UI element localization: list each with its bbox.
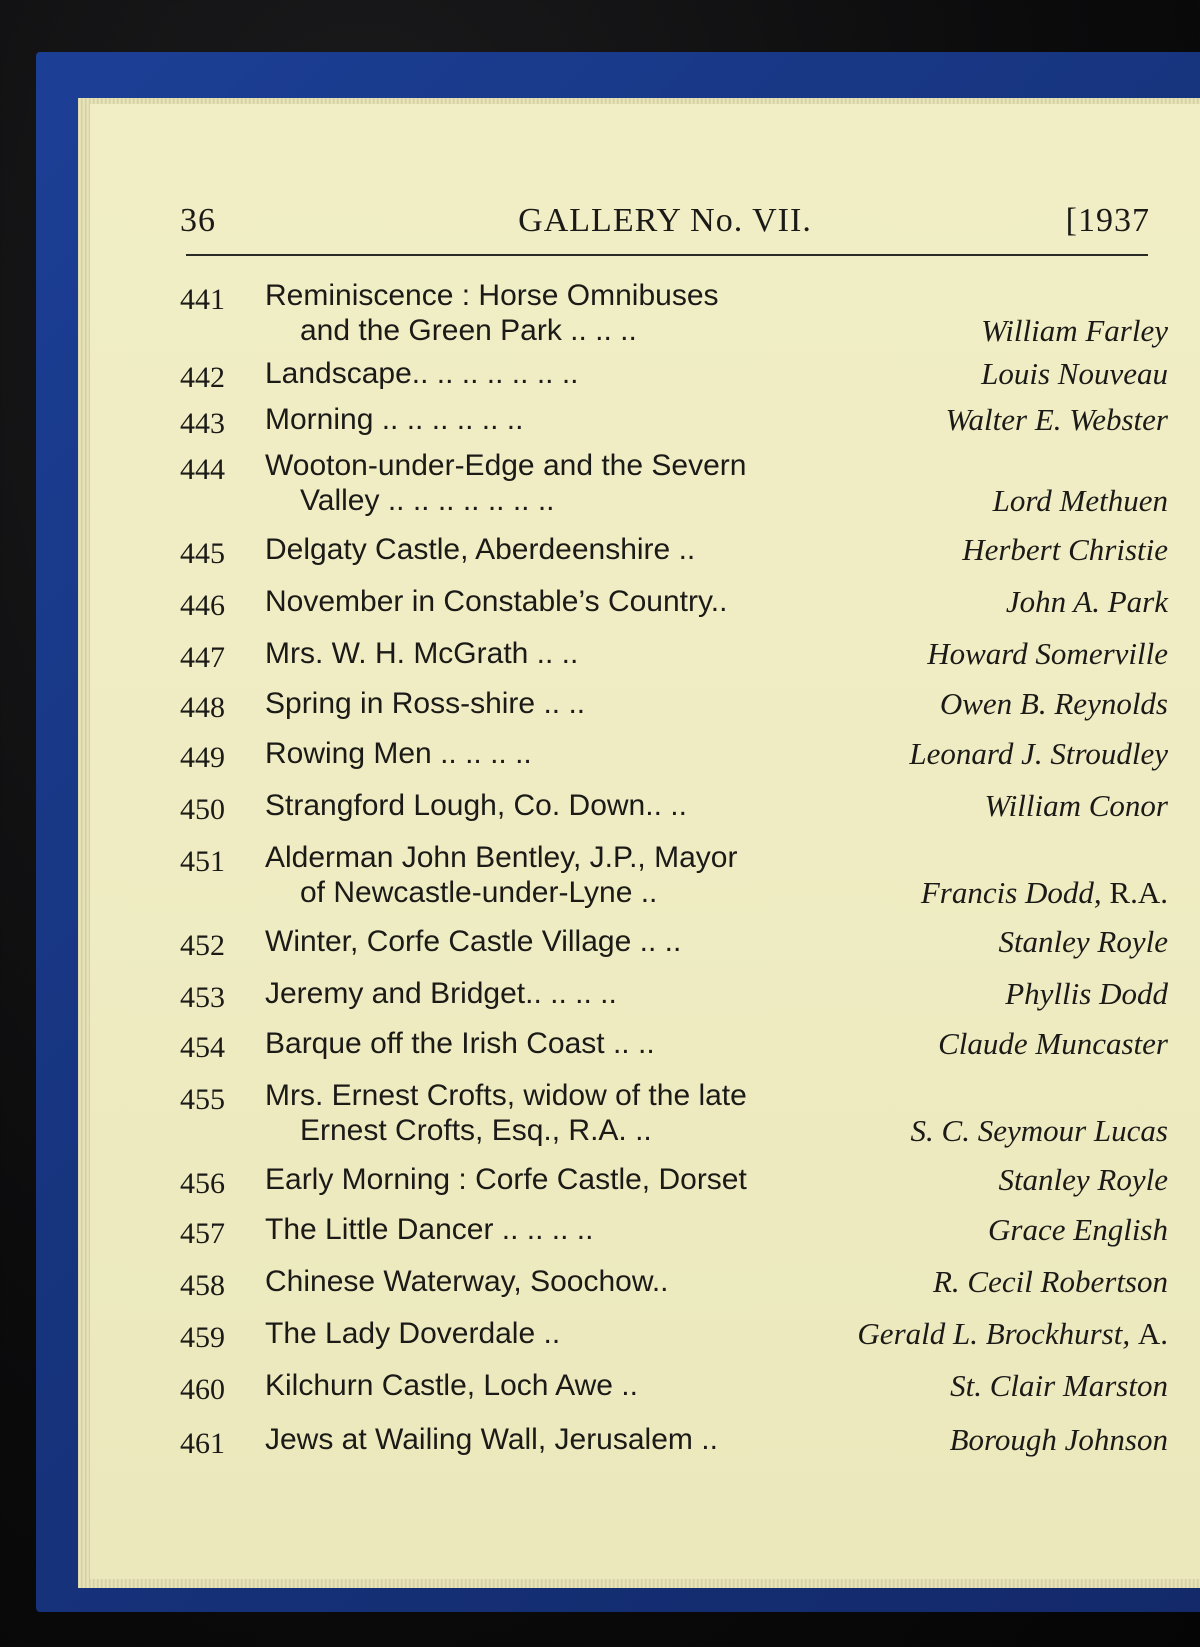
- entry-title: Winter, Corfe Castle Village .. ..: [265, 925, 682, 958]
- entry-title: Barque off the Irish Coast .. ..: [265, 1027, 655, 1060]
- page-header: [180, 192, 1150, 252]
- artist-name: Herbert Christie: [962, 532, 1168, 567]
- catalogue-entry: [180, 789, 1168, 827]
- entry-artist: [962, 533, 1168, 567]
- entry-number: 447: [180, 641, 225, 674]
- catalogue-entry: [180, 687, 1168, 725]
- artist-name: Grace English: [988, 1212, 1168, 1247]
- artist-name: Gerald L. Brockhurst,: [857, 1316, 1138, 1351]
- artist-name: Leonard J. Stroudley: [909, 736, 1168, 771]
- entry-artist: [950, 1423, 1168, 1457]
- catalogue-entry: [180, 841, 1168, 913]
- entry-artist: [985, 789, 1168, 823]
- catalogue-entry: [180, 1163, 1168, 1201]
- entry-number: 445: [180, 537, 225, 570]
- entry-title: Kilchurn Castle, Loch Awe ..: [265, 1369, 638, 1402]
- entry-title-continued: and the Green Park .. .. ..: [300, 314, 637, 347]
- entry-number: 449: [180, 741, 225, 774]
- entry-artist: [909, 737, 1168, 771]
- entry-title-continued: of Newcastle-under-Lyne ..: [300, 876, 658, 909]
- catalogue-entry: [180, 1423, 1168, 1461]
- entry-title: Delgaty Castle, Aberdeenshire ..: [265, 533, 696, 566]
- artist-name: Owen B. Reynolds: [939, 686, 1168, 721]
- entry-artist: [940, 687, 1168, 721]
- artist-name: St. Clair Marston: [950, 1368, 1168, 1403]
- entry-artist: [921, 876, 1168, 910]
- entry-artist: [857, 1317, 1168, 1351]
- entry-artist: [911, 1114, 1168, 1148]
- entry-number: 441: [180, 283, 225, 316]
- artist-name: William Farley: [981, 313, 1168, 348]
- entry-artist: [981, 314, 1168, 348]
- entry-artist: [933, 1265, 1168, 1299]
- year-marker: [1937: [1065, 202, 1150, 239]
- entry-artist: [988, 1213, 1168, 1247]
- entry-artist: [998, 925, 1168, 959]
- entry-number: 456: [180, 1167, 225, 1200]
- entry-number: 455: [180, 1083, 225, 1116]
- artist-honour: R.A.: [1109, 875, 1168, 910]
- entry-title: Strangford Lough, Co. Down.. ..: [265, 789, 687, 822]
- entry-artist: [927, 637, 1168, 671]
- artist-name: Howard Somerville: [927, 636, 1168, 671]
- artist-name: Claude Muncaster: [938, 1026, 1168, 1061]
- catalogue-entry: [180, 925, 1168, 963]
- catalogue-page: [90, 104, 1200, 1579]
- entry-title: Chinese Waterway, Soochow..: [265, 1265, 669, 1298]
- artist-name: Phyllis Dodd: [1005, 976, 1168, 1011]
- entry-number: 460: [180, 1373, 225, 1406]
- entry-title: Morning .. .. .. .. .. ..: [265, 403, 524, 436]
- entry-title: Landscape.. .. .. .. .. .. ..: [265, 357, 579, 390]
- catalogue-entry: [180, 1317, 1168, 1355]
- artist-name: John A. Park: [1005, 584, 1168, 619]
- artist-name: S. C. Seymour Lucas: [910, 1113, 1168, 1148]
- entry-title: Alderman John Bentley, J.P., Mayor: [265, 841, 738, 874]
- catalogue-entry: [180, 1265, 1168, 1303]
- catalogue-entry: [180, 1079, 1168, 1151]
- artist-name: Walter E. Webster: [945, 402, 1168, 437]
- artist-honour: A.: [1137, 1316, 1168, 1351]
- entry-title-continued: Ernest Crofts, Esq., R.A. ..: [300, 1114, 652, 1147]
- catalogue-entry: [180, 357, 1168, 395]
- entry-title-continued: Valley .. .. .. .. .. .. ..: [300, 484, 555, 517]
- gallery-title: GALLERY No. VII.: [518, 202, 812, 239]
- entry-number: 444: [180, 453, 225, 486]
- artist-name: Lord Methuen: [992, 483, 1168, 518]
- entry-artist: [950, 1369, 1168, 1403]
- catalogue-entry: [180, 533, 1168, 571]
- entry-artist: [998, 1163, 1168, 1197]
- header-rule: [186, 254, 1148, 256]
- catalogue-entry: [180, 585, 1168, 623]
- catalogue-entry: [180, 1369, 1168, 1407]
- entry-artist: [938, 1027, 1168, 1061]
- entry-title: The Little Dancer .. .. .. ..: [265, 1213, 594, 1246]
- artist-name: William Conor: [984, 788, 1168, 823]
- entry-artist: [981, 357, 1168, 391]
- entry-number: 452: [180, 929, 225, 962]
- catalogue-entry: [180, 1213, 1168, 1251]
- entry-title: November in Constable’s Country..: [265, 585, 728, 618]
- entry-title: Wooton-under-Edge and the Severn: [265, 449, 747, 482]
- entry-number: 454: [180, 1031, 225, 1064]
- entry-number: 451: [180, 845, 225, 878]
- entry-number: 443: [180, 407, 225, 440]
- entry-number: 461: [180, 1427, 225, 1460]
- catalogue-entry: [180, 403, 1168, 441]
- catalogue-entry: [180, 977, 1168, 1015]
- artist-name: Stanley Royle: [998, 924, 1168, 959]
- entry-title: The Lady Doverdale ..: [265, 1317, 561, 1350]
- entry-title: Mrs. Ernest Crofts, widow of the late: [265, 1079, 747, 1112]
- catalogue-entry: [180, 637, 1168, 675]
- page-number: 36: [180, 202, 216, 239]
- entry-title: Jews at Wailing Wall, Jerusalem ..: [265, 1423, 718, 1456]
- catalogue-entry: [180, 449, 1168, 521]
- catalogue-entry: [180, 1027, 1168, 1065]
- entry-number: 457: [180, 1217, 225, 1250]
- entry-number: 453: [180, 981, 225, 1014]
- entry-number: 448: [180, 691, 225, 724]
- entry-title: Reminiscence : Horse Omnibuses: [265, 279, 719, 312]
- artist-name: Francis Dodd,: [920, 875, 1110, 910]
- artist-name: Louis Nouveau: [981, 356, 1168, 391]
- entry-title: Rowing Men .. .. .. ..: [265, 737, 532, 770]
- entry-number: 450: [180, 793, 225, 826]
- artist-name: Borough Johnson: [949, 1422, 1168, 1457]
- entry-artist: [1005, 977, 1168, 1011]
- entry-title: Spring in Ross-shire .. ..: [265, 687, 586, 720]
- entry-artist: [946, 403, 1168, 437]
- entry-number: 458: [180, 1269, 225, 1302]
- entry-number: 459: [180, 1321, 225, 1354]
- artist-name: R. Cecil Robertson: [932, 1264, 1168, 1299]
- entry-number: 442: [180, 361, 225, 394]
- catalogue-entry: [180, 737, 1168, 775]
- entry-title: Early Morning : Corfe Castle, Dorset: [265, 1163, 747, 1196]
- entry-title: Mrs. W. H. McGrath .. ..: [265, 637, 579, 670]
- entry-artist: [1006, 585, 1168, 619]
- entry-artist: [993, 484, 1168, 518]
- artist-name: Stanley Royle: [998, 1162, 1168, 1197]
- entry-title: Jeremy and Bridget.. .. .. ..: [265, 977, 617, 1010]
- entry-number: 446: [180, 589, 225, 622]
- catalogue-entry: [180, 279, 1168, 351]
